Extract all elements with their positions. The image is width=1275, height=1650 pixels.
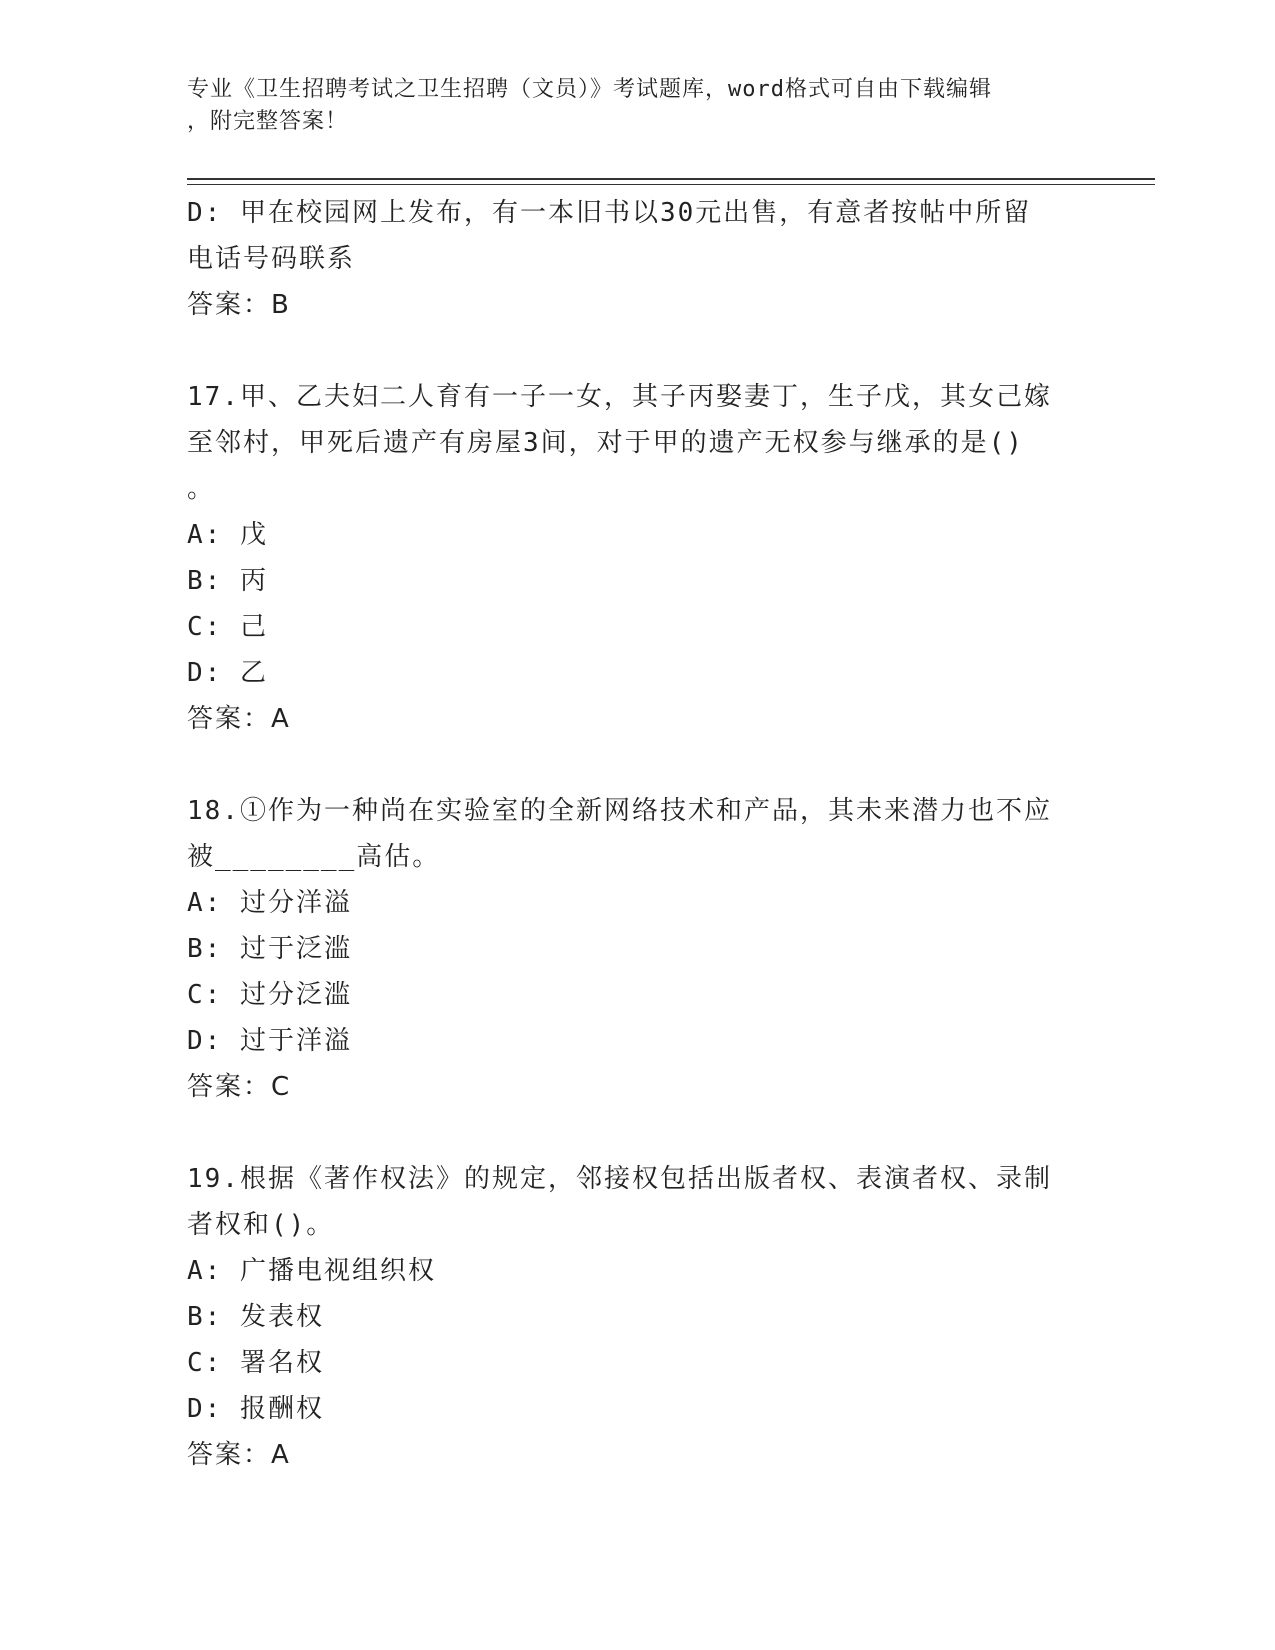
option-d: D: 乙: [187, 658, 268, 688]
option-a: A: 广播电视组织权: [187, 1256, 436, 1286]
answer-line: 答案：C: [187, 1072, 292, 1102]
answer-line: 答案：A: [187, 1440, 291, 1470]
header-line-1: 专业《卫生招聘考试之卫生招聘（文员）》考试题库，word格式可自由下载编辑: [187, 77, 992, 102]
option-d: D: 报酬权: [187, 1394, 324, 1424]
answer-line: 答案：B: [187, 290, 291, 320]
option-c: C: 己: [187, 612, 268, 642]
header-divider-thick: [187, 178, 1155, 180]
answer-line: 答案：A: [187, 704, 291, 734]
prev-question-tail: [187, 190, 1087, 328]
option-b: B: 过于泛滥: [187, 934, 352, 964]
option-a: A: 过分洋溢: [187, 888, 352, 918]
option-b: B: 发表权: [187, 1302, 324, 1332]
question-text: 18.①作为一种尚在实验室的全新网络技术和产品，其未来潜力也不应: [187, 796, 1052, 826]
option-d: D: 过于洋溢: [187, 1026, 352, 1056]
document-body: [187, 190, 1087, 1478]
question-text-continued: 被________高估。: [187, 842, 441, 872]
question-text-end: 。: [187, 474, 216, 504]
header-line-2: ，附完整答案！: [187, 109, 349, 134]
header-divider-thin: [187, 184, 1155, 185]
option-b: B: 丙: [187, 566, 268, 596]
option-a: A: 戊: [187, 520, 268, 550]
option-c: C: 过分泛滥: [187, 980, 352, 1010]
question-text: 19.根据《著作权法》的规定，邻接权包括出版者权、表演者权、录制: [187, 1164, 1052, 1194]
option-d-continued: 电话号码联系: [187, 244, 356, 274]
option-c: C: 署名权: [187, 1348, 324, 1378]
question-18: [187, 788, 1087, 1110]
question-17: [187, 374, 1087, 742]
question-19: [187, 1156, 1087, 1478]
document-header: [187, 74, 1087, 138]
question-text-continued: 者权和()。: [187, 1210, 335, 1240]
option-d: D: 甲在校园网上发布，有一本旧书以30元出售，有意者按帖中所留: [187, 198, 1032, 228]
question-text: 17.甲、乙夫妇二人育有一子一女，其子丙娶妻丁，生子戊，其女己嫁: [187, 382, 1052, 412]
question-text-continued: 至邻村，甲死后遗产有房屋3间，对于甲的遗产无权参与继承的是(): [187, 428, 1024, 458]
